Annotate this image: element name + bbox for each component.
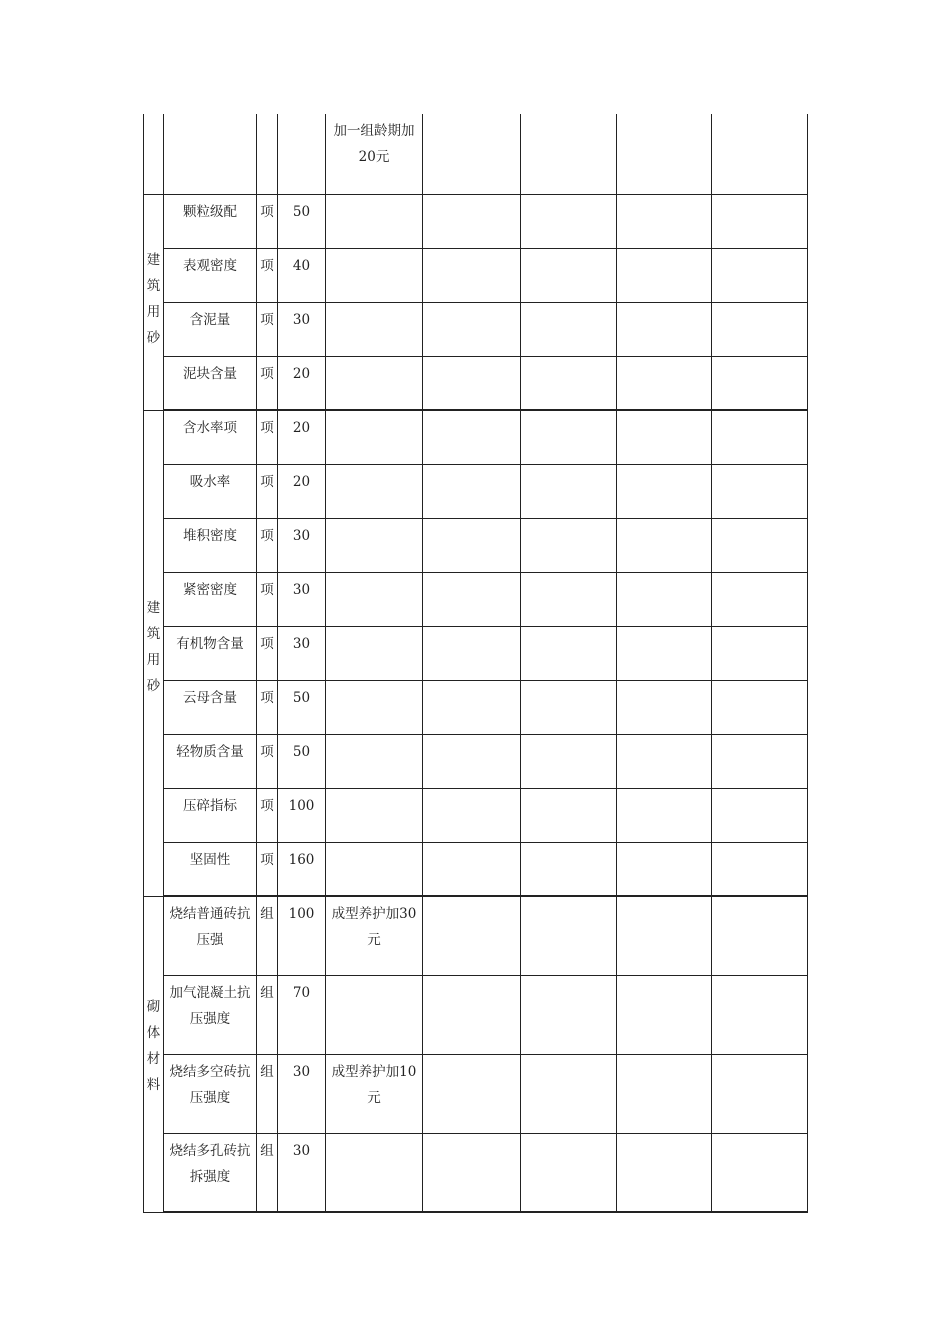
note-cell: [326, 518, 423, 572]
table-row: [144, 410, 808, 464]
table-row: [144, 896, 808, 975]
item-cell: [164, 356, 257, 410]
category-char: 用: [146, 303, 161, 320]
item-text: 表观密度: [183, 257, 237, 274]
empty-cell: [712, 896, 808, 975]
empty-cell: [712, 248, 808, 302]
note-cell: [326, 572, 423, 626]
price-cell: [278, 410, 326, 464]
price-text: 20: [292, 420, 311, 436]
empty-cell: [423, 114, 521, 194]
item-text: 烧结多孔砖抗拆强度: [169, 1142, 251, 1185]
table-row: [144, 626, 808, 680]
empty-cell: [423, 572, 521, 626]
item-cell: [164, 464, 257, 518]
table-row: [144, 356, 808, 410]
empty-cell: [423, 626, 521, 680]
unit-text: 项: [260, 420, 274, 436]
category-cell: [144, 896, 164, 1212]
unit-text: 项: [260, 635, 274, 652]
price-text: 30: [292, 1063, 311, 1080]
item-text: 含泥量: [189, 311, 231, 328]
item-cell: [164, 518, 257, 572]
empty-cell: [423, 1054, 521, 1133]
unit-cell: [257, 518, 278, 572]
empty-cell: [423, 302, 521, 356]
unit-text: 项: [260, 473, 274, 490]
empty-cell: [423, 975, 521, 1054]
empty-cell: [712, 1054, 808, 1133]
unit-cell: [257, 194, 278, 248]
empty-cell: [712, 1133, 808, 1212]
empty-cell: [521, 680, 617, 734]
unit-text: 项: [260, 851, 274, 868]
table-row: [144, 248, 808, 302]
price-cell: [278, 248, 326, 302]
empty-cell: [521, 356, 617, 410]
unit-text: 项: [260, 365, 274, 382]
empty-cell: [712, 464, 808, 518]
price-text: 70: [292, 984, 311, 1001]
empty-cell: [617, 788, 712, 842]
category-char: 用: [146, 651, 161, 668]
empty-cell: [617, 356, 712, 410]
unit-cell: [257, 356, 278, 410]
unit-text: 项: [260, 743, 274, 760]
unit-cell: [257, 302, 278, 356]
unit-text: 项: [260, 689, 274, 706]
price-text: 30: [292, 635, 311, 652]
item-cell: [164, 572, 257, 626]
item-text: 紧密密度: [183, 581, 237, 598]
item-cell: [164, 788, 257, 842]
category-char: 体: [146, 1024, 161, 1041]
empty-cell: [617, 734, 712, 788]
item-text: 有机物含量: [176, 635, 244, 652]
unit-text: 项: [260, 203, 274, 220]
category-char: 建: [146, 599, 161, 616]
item-text: 泥块含量: [183, 365, 237, 382]
table-row: [144, 464, 808, 518]
empty-cell: [423, 1133, 521, 1212]
empty-cell: [617, 194, 712, 248]
price-cell: [278, 788, 326, 842]
note-cell: [326, 464, 423, 518]
price-cell: [278, 680, 326, 734]
price-text: 20: [292, 365, 311, 382]
price-cell: [278, 572, 326, 626]
empty-cell: [712, 788, 808, 842]
item-text: 加气混凝土抗压强度: [169, 984, 251, 1027]
empty-cell: [712, 842, 808, 896]
unit-text: 组: [260, 1063, 274, 1080]
note-cell: [326, 1133, 423, 1212]
item-text: 烧结多空砖抗压强度: [169, 1063, 251, 1106]
price-text: 50: [292, 743, 311, 760]
note-cell: [326, 114, 423, 194]
empty-cell: [521, 788, 617, 842]
note-cell: [326, 1054, 423, 1133]
empty-cell: [521, 842, 617, 896]
price-text: 30: [292, 311, 311, 328]
item-text: 云母含量: [183, 689, 237, 706]
empty-cell: [617, 114, 712, 194]
empty-cell: [617, 572, 712, 626]
empty-cell: [617, 680, 712, 734]
empty-cell: [521, 302, 617, 356]
table-row: [144, 194, 808, 248]
note-text: 成型养护加10元: [331, 1063, 417, 1106]
unit-cell: [257, 734, 278, 788]
unit-text: 组: [260, 906, 274, 922]
unit-text: 项: [260, 581, 274, 598]
item-text: 坚固性: [189, 851, 231, 868]
table-row: [144, 975, 808, 1054]
empty-cell: [423, 680, 521, 734]
category-char: 砂: [146, 677, 161, 694]
empty-cell: [712, 626, 808, 680]
note-cell: [326, 248, 423, 302]
empty-cell: [617, 842, 712, 896]
price-cell: [278, 518, 326, 572]
table-row: [144, 1054, 808, 1133]
item-text: 含水率项: [183, 420, 237, 436]
unit-cell: [257, 975, 278, 1054]
table-row: [144, 114, 808, 194]
item-cell: [164, 734, 257, 788]
unit-cell: [257, 410, 278, 464]
empty-cell: [521, 248, 617, 302]
price-cell: [278, 356, 326, 410]
empty-cell: [617, 410, 712, 464]
empty-cell: [521, 1054, 617, 1133]
table-row: [144, 1133, 808, 1212]
empty-cell: [521, 464, 617, 518]
category-cell: [144, 114, 164, 194]
empty-cell: [521, 975, 617, 1054]
category-char: 料: [146, 1076, 161, 1093]
note-cell: [326, 734, 423, 788]
empty-cell: [521, 896, 617, 975]
category-char: 材: [146, 1050, 161, 1067]
table-row: [144, 842, 808, 896]
empty-cell: [423, 464, 521, 518]
empty-cell: [521, 114, 617, 194]
price-text: 50: [292, 689, 311, 706]
price-cell: [278, 464, 326, 518]
note-cell: [326, 788, 423, 842]
price-cell: [278, 302, 326, 356]
price-text: 20: [292, 473, 311, 490]
price-cell: [278, 1054, 326, 1133]
empty-cell: [712, 114, 808, 194]
empty-cell: [423, 356, 521, 410]
unit-cell: [257, 572, 278, 626]
empty-cell: [712, 410, 808, 464]
unit-text: 项: [260, 797, 274, 814]
empty-cell: [617, 248, 712, 302]
empty-cell: [712, 572, 808, 626]
unit-cell: [257, 248, 278, 302]
top-note: 加一组龄期加20元: [333, 123, 415, 165]
empty-cell: [617, 1133, 712, 1212]
empty-cell: [423, 734, 521, 788]
item-cell: [164, 896, 257, 975]
item-cell: [164, 194, 257, 248]
empty-cell: [712, 302, 808, 356]
price-text: 160: [288, 851, 315, 868]
item-text: 轻物质含量: [176, 743, 244, 760]
empty-cell: [617, 302, 712, 356]
note-cell: [326, 975, 423, 1054]
item-cell: [164, 842, 257, 896]
item-cell: [164, 1133, 257, 1212]
empty-cell: [423, 896, 521, 975]
item-text: 烧结普通砖抗压强: [169, 906, 251, 948]
price-text: 50: [292, 203, 311, 220]
price-table: [143, 114, 808, 1213]
category-char: 筑: [146, 625, 161, 642]
price-text: 100: [288, 906, 315, 922]
price-text: 30: [292, 581, 311, 598]
unit-cell: [257, 114, 278, 194]
unit-cell: [257, 788, 278, 842]
note-cell: [326, 194, 423, 248]
unit-cell: [257, 464, 278, 518]
category-char: 筑: [146, 277, 161, 294]
item-cell: [164, 626, 257, 680]
item-text: 吸水率: [189, 473, 231, 490]
empty-cell: [617, 896, 712, 975]
item-cell: [164, 975, 257, 1054]
unit-text: 项: [260, 311, 274, 328]
unit-text: 组: [260, 984, 274, 1001]
empty-cell: [423, 788, 521, 842]
table-row: [144, 572, 808, 626]
price-text: 30: [292, 1142, 311, 1159]
table-row: [144, 518, 808, 572]
unit-text: 项: [260, 527, 274, 544]
price-text: 100: [288, 797, 315, 814]
item-cell: [164, 114, 257, 194]
empty-cell: [423, 194, 521, 248]
price-cell: [278, 842, 326, 896]
empty-cell: [712, 518, 808, 572]
item-cell: [164, 680, 257, 734]
note-cell: [326, 896, 423, 975]
empty-cell: [617, 464, 712, 518]
empty-cell: [712, 356, 808, 410]
empty-cell: [423, 410, 521, 464]
unit-text: 项: [260, 257, 274, 274]
note-cell: [326, 626, 423, 680]
empty-cell: [423, 842, 521, 896]
empty-cell: [617, 1054, 712, 1133]
price-cell: [278, 1133, 326, 1212]
category-cell: [144, 410, 164, 896]
table-row: [144, 302, 808, 356]
price-text: 30: [292, 527, 311, 544]
note-cell: [326, 842, 423, 896]
item-cell: [164, 1054, 257, 1133]
item-text: 压碎指标: [183, 797, 237, 814]
empty-cell: [617, 975, 712, 1054]
table-body: [144, 114, 808, 1212]
note-cell: [326, 302, 423, 356]
empty-cell: [712, 734, 808, 788]
unit-cell: [257, 896, 278, 975]
category-char: 砌: [146, 998, 161, 1015]
category-cell: [144, 194, 164, 410]
table-row: [144, 680, 808, 734]
unit-cell: [257, 680, 278, 734]
table-row: [144, 788, 808, 842]
empty-cell: [712, 680, 808, 734]
unit-text: 组: [260, 1142, 274, 1159]
category-char: 砂: [146, 329, 161, 346]
price-cell: [278, 734, 326, 788]
empty-cell: [521, 518, 617, 572]
table-row: [144, 734, 808, 788]
item-cell: [164, 248, 257, 302]
unit-cell: [257, 1054, 278, 1133]
item-cell: [164, 410, 257, 464]
price-cell: [278, 114, 326, 194]
unit-cell: [257, 842, 278, 896]
empty-cell: [617, 518, 712, 572]
note-cell: [326, 410, 423, 464]
category-char: 建: [146, 251, 161, 268]
unit-cell: [257, 626, 278, 680]
empty-cell: [712, 194, 808, 248]
empty-cell: [521, 1133, 617, 1212]
price-cell: [278, 896, 326, 975]
empty-cell: [521, 734, 617, 788]
unit-cell: [257, 1133, 278, 1212]
price-text: 40: [292, 257, 311, 274]
item-text: 堆积密度: [183, 527, 237, 544]
price-cell: [278, 975, 326, 1054]
empty-cell: [423, 248, 521, 302]
empty-cell: [521, 626, 617, 680]
empty-cell: [617, 626, 712, 680]
price-cell: [278, 194, 326, 248]
note-cell: [326, 356, 423, 410]
price-cell: [278, 626, 326, 680]
item-text: 颗粒级配: [183, 203, 237, 220]
empty-cell: [521, 194, 617, 248]
note-cell: [326, 680, 423, 734]
empty-cell: [521, 410, 617, 464]
empty-cell: [423, 518, 521, 572]
note-text: 成型养护加30元: [331, 906, 417, 948]
empty-cell: [521, 572, 617, 626]
empty-cell: [712, 975, 808, 1054]
item-cell: [164, 302, 257, 356]
